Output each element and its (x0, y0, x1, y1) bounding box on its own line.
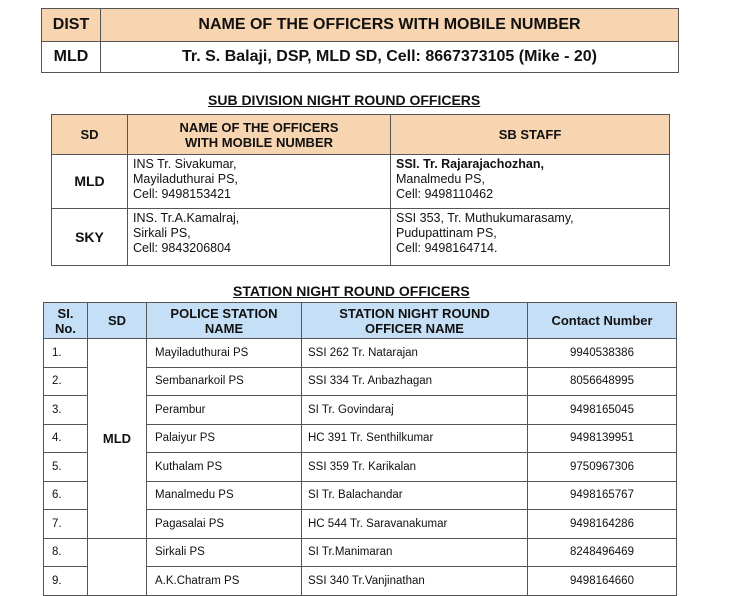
dist-header: DIST (42, 9, 101, 42)
sb-staff-cell-number: Cell: 9498110462 (396, 187, 494, 201)
sl-cell: 2. (44, 367, 88, 396)
sl-cell: 4. (44, 424, 88, 453)
sl-header-line2: No. (55, 320, 76, 336)
officer-cell: SI Tr.Manimaran (302, 538, 528, 567)
officer-cell: Tr. S. Balaji, DSP, MLD SD, Cell: 8667373105 (Mike - 20) (101, 42, 679, 73)
contact-cell: 9498165045 (528, 396, 677, 425)
district-officer-table (41, 8, 679, 73)
table-header-row (44, 303, 677, 339)
contact-cell: 9498165767 (528, 481, 677, 510)
police-station-cell: A.K.Chatram PS (147, 567, 302, 596)
contact-header: Contact Number (528, 303, 677, 339)
sd-header: SD (88, 303, 147, 339)
officer-cell: HC 544 Tr. Saravanakumar (302, 510, 528, 539)
sl-cell: 9. (44, 567, 88, 596)
sb-staff-cell (391, 155, 670, 209)
sl-cell: 7. (44, 510, 88, 539)
sb-staff-name: SSI 353, Tr. Muthukumarasamy, (396, 211, 574, 225)
officer-cell: SSI 359 Tr. Karikalan (302, 453, 528, 482)
sl-cell: 3. (44, 396, 88, 425)
table-header-row (42, 9, 679, 42)
police-station-cell: Kuthalam PS (147, 453, 302, 482)
officer-name: INS Tr. Sivakumar, (133, 157, 237, 171)
sd-cell: MLD (52, 155, 128, 209)
sb-staff-cell-number: Cell: 9498164714. (396, 241, 498, 255)
police-station-cell: Sirkali PS (147, 538, 302, 567)
subdivision-title: SUB DIVISION NIGHT ROUND OFFICERS (208, 92, 481, 108)
sb-staff-header: SB STAFF (391, 115, 670, 155)
officer-station: Sirkali PS, (133, 226, 191, 240)
officer-station: Mayiladuthurai PS, (133, 172, 238, 186)
contact-cell: 9940538386 (528, 339, 677, 368)
police-station-cell: Perambur (147, 396, 302, 425)
sl-cell: 6. (44, 481, 88, 510)
table-row (42, 42, 679, 73)
table-row (52, 155, 670, 209)
officer-cell: SSI 340 Tr.Vanjinathan (302, 567, 528, 596)
subdivision-table (51, 114, 670, 266)
contact-cell: 9498164286 (528, 510, 677, 539)
officers-header-line2: WITH MOBILE NUMBER (184, 134, 334, 150)
sd-cell: SKY (52, 209, 128, 266)
sl-cell: 1. (44, 339, 88, 368)
station-title: STATION NIGHT ROUND OFFICERS (233, 283, 470, 299)
sb-staff-cell (391, 209, 670, 266)
officers-header (128, 115, 391, 155)
contact-cell: 9498164660 (528, 567, 677, 596)
officer-cell: SSI 262 Tr. Natarajan (302, 339, 528, 368)
contact-cell: 9750967306 (528, 453, 677, 482)
officer-header: NAME OF THE OFFICERS WITH MOBILE NUMBER (101, 9, 679, 42)
officer-cell: SI Tr. Balachandar (302, 481, 528, 510)
table-row (52, 209, 670, 266)
sb-staff-name: SSI. Tr. Rajarajachozhan, (396, 157, 544, 171)
contact-cell: 8056648995 (528, 367, 677, 396)
police-station-cell: Pagasalai PS (147, 510, 302, 539)
officer-cell: SI Tr. Govindaraj (302, 396, 528, 425)
police-station-cell: Palaiyur PS (147, 424, 302, 453)
ps-header-line2: NAME (204, 320, 244, 336)
table-row (44, 339, 677, 368)
off-header-line1: STATION NIGHT ROUND (339, 305, 490, 321)
sl-header-line1: SI. (57, 305, 74, 321)
station-table (43, 302, 677, 596)
contact-cell: 8248496469 (528, 538, 677, 567)
sb-staff-station: Manalmedu PS, (396, 172, 485, 186)
police-station-cell: Sembanarkoil PS (147, 367, 302, 396)
police-station-header (147, 303, 302, 339)
sd-cell-sky (88, 538, 147, 595)
officer-cell: SSI 334 Tr. Anbazhagan (302, 367, 528, 396)
police-station-cell: Mayiladuthurai PS (147, 339, 302, 368)
contact-cell: 9498139951 (528, 424, 677, 453)
officer-cell (128, 209, 391, 266)
sb-staff-station: Pudupattinam PS, (396, 226, 497, 240)
ps-header-line1: POLICE STATION (170, 305, 278, 321)
off-header-line2: OFFICER NAME (365, 320, 464, 336)
officer-cell (128, 155, 391, 209)
officer-name: INS. Tr.A.Kamalraj, (133, 211, 240, 225)
table-header-row (52, 115, 670, 155)
officer-name-header (302, 303, 528, 339)
police-station-cell: Manalmedu PS (147, 481, 302, 510)
officer-cell-number: Cell: 9498153421 (133, 187, 231, 201)
sd-header: SD (52, 115, 128, 155)
officers-header-line1: NAME OF THE OFFICERS (179, 119, 339, 135)
sl-cell: 5. (44, 453, 88, 482)
officer-cell: HC 391 Tr. Senthilkumar (302, 424, 528, 453)
officer-cell-number: Cell: 9843206804 (133, 241, 231, 255)
sl-no-header (44, 303, 88, 339)
dist-cell: MLD (42, 42, 101, 73)
sd-cell: MLD (88, 339, 147, 539)
sl-cell: 8. (44, 538, 88, 567)
table-row (44, 538, 677, 567)
